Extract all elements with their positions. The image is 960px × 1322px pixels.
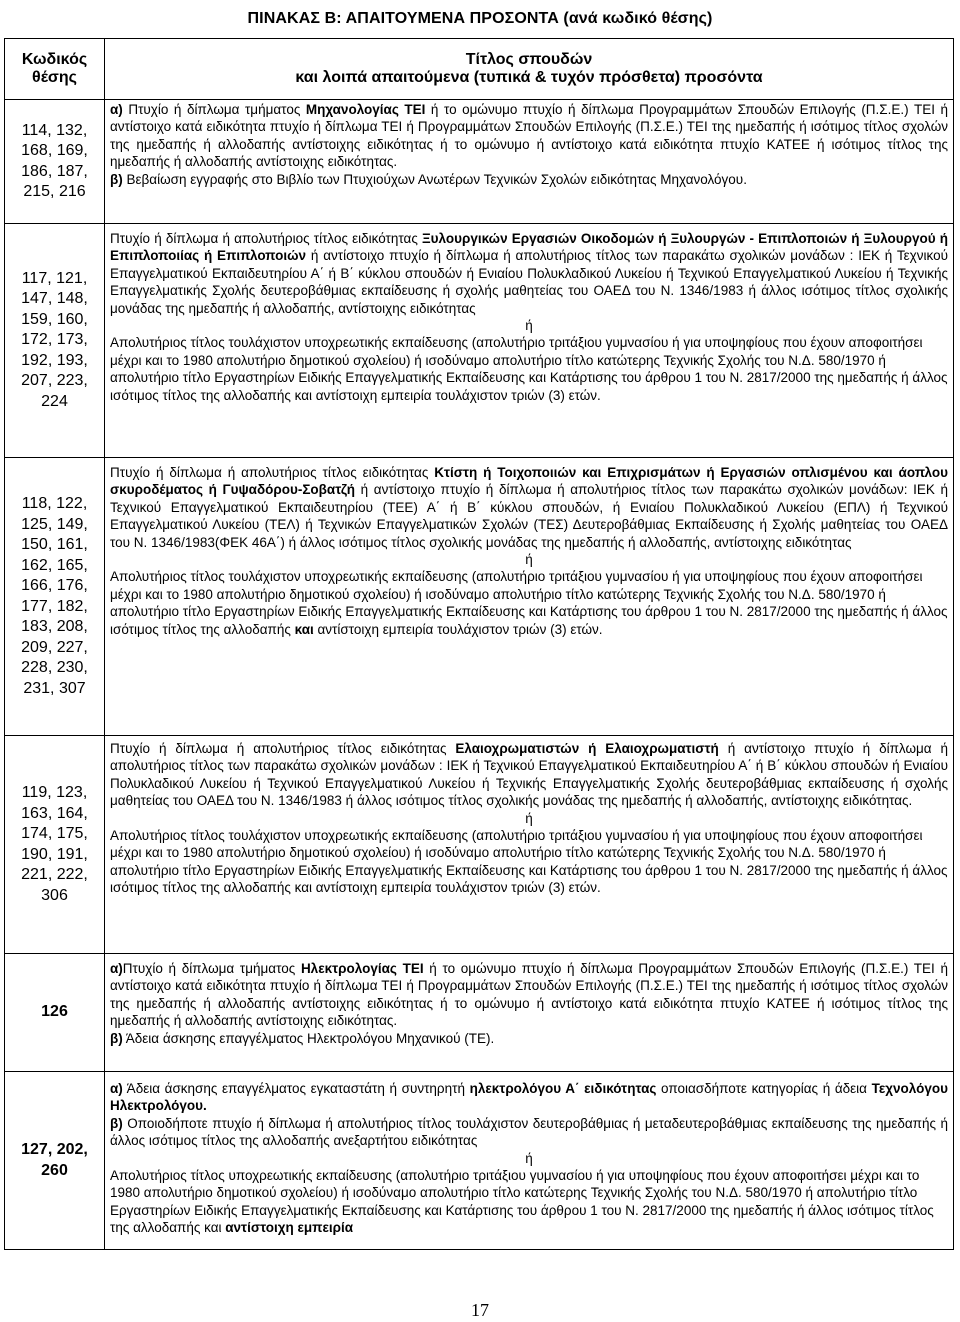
qualification-main: Πτυχίο ή δίπλωμα ή απολυτήριος τίτλος ειδικότητας Ελαιοχρωματιστών ή Ελαιοχρωματιστή ή αντίστοιχο πτυχίο ή δίπλωμα ή απολυτήριος τίτλος των παρακάτω σχολικών μονάδων : ΙΕΚ ή Τεχνικού Επαγγελματικού Εκπαιδευτηρίου Α΄ ή Β΄ κύκλου σπουδών ή Ενιαίου Πολυκλαδικού Λυκείου ή Τεχνικού Επαγγελματικού Λυκείου ή Τεχνικής Επαγγελματικής Σχολής δευτεροβάθμιας εκπαίδευσης ή σχολής μαθητείας του ΟΑΕΔ του Ν. 1346/1983 ή άλλος ισότιμος τίτλος σχολικής μονάδας της ημεδαπής ή αλλοδαπής, αντίστοιχης ειδικότητας.	[110, 741, 948, 809]
qualifications	[105, 100, 954, 224]
qualification-main: Πτυχίο ή δίπλωμα ή απολυτήριος τίτλος ειδικότητας Κτίστη ή Τοιχοποιιών και Επιχρισμάτων ή Εργασιών οπλισμένου και άοπλου σκυροδέματος ή Γυψαδόρου-Σοβατζή ή αντίστοιχο πτυχίο ή δίπλωμα ή απολυτήριος τίτλος των παρακάτω σχολικών μονάδων: ΙΕΚ ή Τεχνικού Επαγγελματικού Εκπαιδευτηρίου (ΤΕΕ) Α΄ ή Β΄ κύκλου σπουδών, ή Ενιαίου Πολυκλαδικού Λυκείου (ΕΠΛ) ή Τεχνικού Επαγγελματικού Λυκείου (ΤΕΛ) ή Τεχνικών Επαγγελματικών Σχολών (ΤΕΣ) Δευτεροβάθμιας Εκπαίδευσης ή Σχολής μαθητείας του ΟΑΕΔ του Ν. 1346/1983(ΦΕΚ 46Α΄) ή άλλος ισότιμος τίτλος σχολικής μονάδας της ημεδαπής ή αλλοδαπής, αντίστοιχης ειδικότητας	[110, 465, 948, 550]
table-row	[5, 458, 954, 736]
or-separator: ή	[525, 552, 533, 568]
page-number: 17	[471, 1300, 489, 1320]
position-codes: 126	[5, 954, 105, 1072]
table-header-row	[5, 39, 954, 100]
qualifications	[105, 954, 954, 1072]
table-row	[5, 954, 954, 1072]
qualification-alternative: Απολυτήριος τίτλος τουλάχιστον υποχρεωτικής εκπαίδευσης (απολυτήριο τριτάξιου γυμνασίου ή για υποψηφίους που έχουν αποφοιτήσει μέχρι και το 1980 απολυτήριο δημοτικού σχολείου) ή ισοδύναμο απολυτήριο τίτλο κατώτερης Τεχνικής Σχολής του Ν.Δ. 580/1970 ή απολυτήριο τίτλο Εργαστηρίων Ειδικής Επαγγελματικής Εκπαίδευσης και Κατάρτισης του άρθρου 1 του Ν. 2817/2000 της ημεδαπής ή άλλος ισότιμος τίτλος της αλλοδαπής και αντίστοιχη εμπειρία τουλάχιστον τριών (3) ετών.	[110, 335, 948, 403]
qualifications	[105, 736, 954, 954]
qualification-alternative: Απολυτήριος τίτλος τουλάχιστον υποχρεωτικής εκπαίδευσης (απολυτήριο τριτάξιου γυμνασίου ή για υποψηφίους που έχουν αποφοιτήσει μέχρι και το 1980 απολυτήριο δημοτικού σχολείου) ή ισοδύναμο απολυτήριο τίτλο κατώτερης Τεχνικής Σχολής του Ν.Δ. 580/1970 ή απολυτήριο τίτλο Εργαστηρίων Ειδικής Επαγγελματικής Εκπαίδευσης και Κατάρτισης του άρθρου 1 του Ν. 2817/2000 της ημεδαπής ή άλλος ισότιμος τίτλος της αλλοδαπής και αντίστοιχη εμπειρία τουλάχιστον τριών (3) ετών.	[110, 828, 948, 896]
qualification-b: β) Βεβαίωση εγγραφής στο Βιβλίο των Πτυχιούχων Ανωτέρων Τεχνικών Σχολών ειδικότητας Μηχανολόγου.	[110, 171, 747, 187]
position-codes: 114, 132, 168, 169, 186, 187, 215, 216	[5, 100, 105, 224]
qualifications	[105, 458, 954, 736]
qualification-alternative: Απολυτήριος τίτλος υποχρεωτικής εκπαίδευσης (απολυτήριο τριτάξιου γυμνασίου ή για υποψηφίους που έχουν αποφοιτήσει μέχρι και το 1980 απολυτήριο δημοτικού σχολείου) ή ισοδύναμο απολυτήριο τίτλο κατώτερης Τεχνικής Σχολής του Ν.Δ. 580/1970 ή απολυτήριο τίτλο Εργαστηρίων Ειδικής Επαγγελματικής Εκπαίδευσης και Κατάρτισης του άρθρου 1 του Ν. 2817/2000 της ημεδαπής ή άλλος ισότιμος τίτλος της αλλοδαπής και αντίστοιχη εμπειρία	[110, 1168, 934, 1236]
qualification-b: β) Οποιοδήποτε πτυχίο ή δίπλωμα ή απολυτήριος τίτλος τουλάχιστον δευτεροβάθμιας ή μεταδευτεροβάθμιας εκπαίδευσης της ημεδαπής ή άλλος ισότιμος τίτλος της αλλοδαπής ανεξαρτήτου ειδικότητας	[110, 1115, 948, 1149]
qualification-a: α) Πτυχίο ή δίπλωμα τμήματος Μηχανολογίας ΤΕΙ ή το ομώνυμο πτυχίο ή δίπλωμα Προγραμμάτων Σπουδών Επιλογής (Π.Σ.Ε.) ΤΕΙ ή αντίστοιχο κατά ειδικότητα πτυχίο ή δίπλωμα ΤΕΙ ή Προγραμμάτων Σπουδών Επιλογής (Π.Σ.Ε.) ΤΕΙ της ημεδαπής ή ισότιμος τίτλος σχολών της ημεδαπής ή αλλοδαπής αντίστοιχης ειδικότητας ή το ομώνυμο ή αντίστοιχο κατά ειδικότητα πτυχίο ΚΑΤΕΕ ή ισότιμος τίτλος της ημεδαπής ή αλλοδαπής αντίστοιχης ειδικότητας.	[110, 102, 948, 170]
page-title: ΠΙΝΑΚΑΣ Β: ΑΠΑΙΤΟΥΜΕΝΑ ΠΡΟΣΟΝΤΑ (ανά κωδικό θέσης)	[247, 10, 713, 27]
position-codes: 118, 122, 125, 149, 150, 161, 162, 165, 166, 176, 177, 182, 183, 208, 209, 227, 228, 230, 231, 307	[5, 458, 105, 736]
qualifications	[105, 224, 954, 458]
qualification-a: α) Άδεια άσκησης επαγγέλματος εγκαταστάτη ή συντηρητή ηλεκτρολόγου Α΄ ειδικότητας οποιασδήποτε κατηγορίας ή άδεια Τεχνολόγου Ηλεκτρολόγου.	[110, 1081, 949, 1114]
table-row	[5, 1072, 954, 1250]
qualification-alternative: Απολυτήριος τίτλος τουλάχιστον υποχρεωτικής εκπαίδευσης (απολυτήριο τριτάξιου γυμνασίου ή για υποψηφίους που έχουν αποφοιτήσει μέχρι και το 1980 απολυτήριο δημοτικού σχολείου) ή ισοδύναμο απολυτήριο τίτλο κατώτερης Τεχνικής Σχολής του Ν.Δ. 580/1970 ή απολυτήριο τίτλο Εργαστηρίων Ειδικής Επαγγελματικής Εκπαίδευσης και Κατάρτισης του άρθρου 1 του Ν. 2817/2000 της ημεδαπής ή άλλος ισότιμος τίτλος της αλλοδαπής και αντίστοιχη εμπειρία τουλάχιστον τριών (3) ετών.	[110, 569, 948, 637]
table-row	[5, 224, 954, 458]
or-separator: ή	[525, 810, 533, 826]
table-row	[5, 100, 954, 224]
position-codes: 127, 202, 260	[5, 1072, 105, 1250]
qualifications	[105, 1072, 954, 1250]
or-separator: ή	[525, 1150, 533, 1166]
header-description-column: Τίτλος σπουδών και λοιπά απαιτούμενα (τυπικά & τυχόν πρόσθετα) προσόντα	[105, 39, 954, 100]
qualification-b: β) Άδεια άσκησης επαγγέλματος Ηλεκτρολόγου Μηχανικού (ΤΕ).	[110, 1030, 495, 1046]
qualification-main: Πτυχίο ή δίπλωμα ή απολυτήριος τίτλος ειδικότητας Ξυλουργικών Εργασιών Οικοδομών ή Ξυλουργών - Επιπλοποιών ή Ξυλουργού ή Επιπλοποιίας ή Επιπλοποιών ή αντίστοιχο πτυχίο ή δίπλωμα ή απολυτήριος τίτλος των παρακάτω σχολικών μονάδων : ΙΕΚ ή Τεχνικού Επαγγελματικού Εκπαιδευτηρίου Α΄ ή Β΄ κύκλου σπουδών ή Ενιαίου Πολυκλαδικού Λυκείου ή Τεχνικού Επαγγελματικού Λυκείου ή Τεχνικής Επαγγελματικής Σχολής δευτεροβάθμιας εκπαίδευσης ή σχολής μαθητείας του ΟΑΕΔ του Ν. 1346/1983 ή άλλος ισότιμος τίτλος σχολικής μονάδας της ημεδαπής ή αλλοδαπής, αντίστοιχης ειδικότητας	[110, 231, 948, 316]
table-row	[5, 736, 954, 954]
position-codes: 117, 121, 147, 148, 159, 160, 172, 173, 192, 193, 207, 223, 224	[5, 224, 105, 458]
or-separator: ή	[525, 318, 533, 334]
qualification-a: α)Πτυχίο ή δίπλωμα τμήματος Ηλεκτρολογίας ΤΕΙ ή το ομώνυμο πτυχίο ή δίπλωμα Προγραμμάτων Σπουδών Επιλογής (Π.Σ.Ε.) ΤΕΙ ή αντίστοιχο κατά ειδικότητα πτυχίο ή δίπλωμα ΤΕΙ ή Προγραμμάτων Σπουδών Επιλογής (Π.Σ.Ε.) ΤΕΙ της ημεδαπής ή ισότιμος τίτλος σχολών της ημεδαπής ή αλλοδαπής αντίστοιχης ειδικότητας ή το ομώνυμο ή αντίστοιχο κατά ειδικότητα πτυχίο ΚΑΤΕΕ ή ισότιμος τίτλος της ημεδαπής ή αλλοδαπής αντίστοιχης ειδικότητας.	[110, 961, 948, 1029]
position-codes: 119, 123, 163, 164, 174, 175, 190, 191, 221, 222, 306	[5, 736, 105, 954]
header-code-column: Κωδικός θέσης	[5, 39, 105, 100]
requirements-table	[4, 38, 954, 1250]
